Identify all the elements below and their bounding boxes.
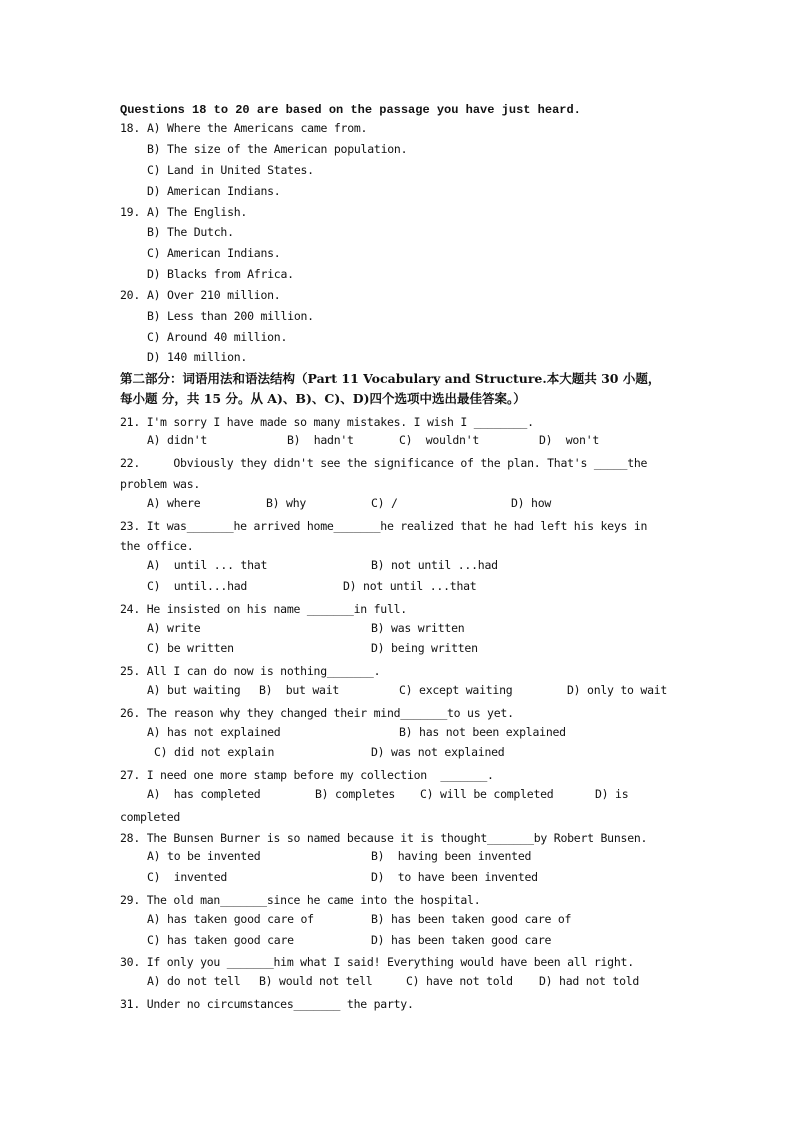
option-b: B) but wait [259,683,340,697]
section-heading-cont: 每小题 分，共 15 分。从 A)、B)、C)、D)四个选项中选出最佳答案。） [120,391,526,406]
question-stem: 21. I'm sorry I have made so many mistakes. I wish I ________. [120,415,534,429]
option-d: D) 140 million. [147,350,248,364]
option-b: B) The Dutch. [147,225,234,239]
question-stem-cont: problem was. [120,477,201,491]
question-stem: 30. If only you _______him what I said! Everything would have been all right. [120,955,634,969]
option-c: C) be written [147,641,234,655]
option-c: C) has taken good care [147,933,294,947]
option-c: C) did not explain [154,745,275,759]
option-b: B) has been taken good care of [371,912,572,926]
option-c: C) except waiting [399,683,513,697]
option-c: C) will be completed [420,787,554,801]
question-number: 20. [120,288,141,302]
section-instruction: Questions 18 to 20 are based on the passage you have just heard. [120,103,581,117]
option-b: B) would not tell [259,974,373,988]
option-b: B) hadn't [287,433,354,447]
option-d: D) only to wait [567,683,668,697]
option-b: B) completes [315,787,396,801]
question-stem: 28. The Bunsen Burner is so named because it is thought_______by Robert Bunsen. [120,831,648,845]
question-number: 18. [120,121,141,135]
option-a: A) didn't [147,433,208,447]
option-c: C) Around 40 million. [147,330,288,344]
option-d: D) Blacks from Africa. [147,267,294,281]
option-d: D) won't [539,433,600,447]
option-c: C) invented [147,870,228,884]
option-a: A) has completed [147,787,261,801]
option-d: D) is [595,787,629,801]
option-b: B) has not been explained [399,725,566,739]
option-b: B) why [266,496,307,510]
option-a: A) until ... that [147,558,268,572]
option-a: A) to be invented [147,849,261,863]
option-c: C) until...had [147,579,248,593]
option-d: D) has been taken good care [371,933,552,947]
option-d-cont: completed [120,810,181,824]
question-number: 19. [120,205,141,219]
option-a: A) Where the Americans came from. [147,121,368,135]
option-b: B) having been invented [371,849,532,863]
option-c: C) Land in United States. [147,163,314,177]
option-b: B) was written [371,621,465,635]
option-d: D) to have been invented [371,870,538,884]
option-a: A) Over 210 million. [147,288,281,302]
option-b: B) Less than 200 million. [147,309,314,323]
question-stem: 31. Under no circumstances_______ the party. [120,997,414,1011]
option-a: A) where [147,496,201,510]
option-c: C) have not told [406,974,513,988]
question-stem: 24. He insisted on his name _______in full. [120,602,407,616]
option-d: D) how [511,496,552,510]
option-d: D) was not explained [371,745,505,759]
question-stem: 26. The reason why they changed their mind_______to us yet. [120,706,514,720]
option-a: A) The English. [147,205,248,219]
question-stem-cont: the office. [120,539,194,553]
section-heading: 第二部分：词语用法和语法结构（Part 11 Vocabulary and Structure.本大题共 30 小题， [120,371,661,386]
option-d: D) not until ...that [343,579,477,593]
option-a: A) do not tell [147,974,241,988]
option-c: C) wouldn't [399,433,480,447]
question-stem: 22. Obviously they didn't see the significance of the plan. That's _____the [120,456,648,470]
option-d: D) had not told [539,974,640,988]
question-stem: 27. I need one more stamp before my collection _______. [120,768,494,782]
option-a: A) has not explained [147,725,281,739]
option-c: C) / [371,496,398,510]
question-stem: 23. It was_______he arrived home_______he realized that he had left his keys in [120,519,648,533]
option-d: D) American Indians. [147,184,281,198]
option-d: D) being written [371,641,478,655]
question-stem: 25. All I can do now is nothing_______. [120,664,381,678]
option-a: A) but waiting [147,683,241,697]
option-c: C) American Indians. [147,246,281,260]
option-a: A) write [147,621,201,635]
option-b: B) The size of the American population. [147,142,408,156]
option-b: B) not until ...had [371,558,498,572]
option-a: A) has taken good care of [147,912,314,926]
question-stem: 29. The old man_______since he came into the hospital. [120,893,481,907]
